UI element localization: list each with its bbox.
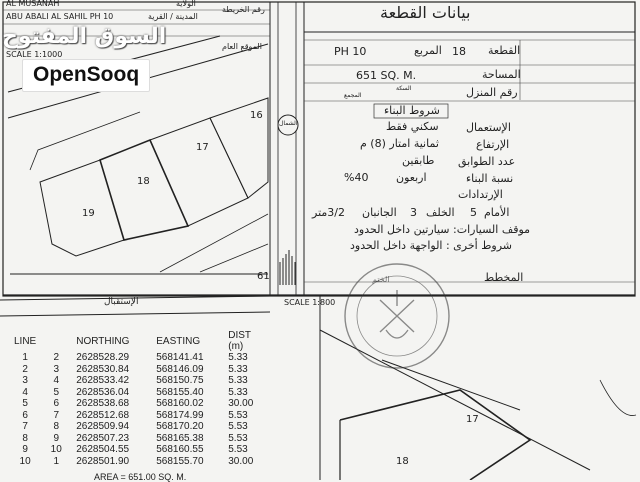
cell-distance: 30.00 [228, 455, 254, 467]
house-number-label: رقم المنزل [466, 86, 518, 99]
lot-19-label: 19 [82, 208, 95, 219]
square-label: المربع [414, 44, 442, 57]
cell-from: 6 [22, 409, 28, 421]
cell-distance: 5.53 [228, 432, 248, 444]
table-row [10, 433, 272, 445]
table-row [10, 352, 272, 364]
cell-northing: 2628530.84 [76, 363, 130, 375]
area-footer: AREA = 651.00 SQ. M. [94, 472, 187, 482]
village-label: المدينة / القرية [148, 12, 198, 21]
col-line-to [40, 330, 72, 352]
map-number-label: رقم الخريطة [222, 5, 265, 14]
cell-distance: 5.33 [228, 352, 248, 364]
cell-easting: 568150.75 [156, 375, 204, 387]
cell-from: 9 [22, 444, 28, 456]
cell-distance: 5.53 [228, 444, 248, 456]
cell-from: 3 [22, 375, 28, 387]
coordinates-table [10, 330, 272, 467]
general-location-label: الموقع العام [222, 42, 262, 51]
cell-to: 2 [53, 352, 60, 364]
ratio-words: اربعون [396, 171, 427, 184]
cell-from: 5 [22, 398, 28, 410]
cell-easting: 568174.99 [156, 409, 204, 421]
cell-northing: 2628512.68 [76, 409, 130, 421]
plot-value: 18 [452, 45, 466, 58]
cell-from: 8 [22, 432, 28, 444]
lot-17-lower-label: 17 [466, 414, 479, 425]
plot-label: القطعة [488, 44, 521, 57]
cell-to: 3 [53, 363, 60, 375]
cell-to: 1 [53, 455, 60, 467]
height-value: ثمانية امتار (8) م [360, 137, 439, 150]
cell-distance: 5.33 [228, 386, 248, 398]
cell-distance: 5.53 [228, 421, 248, 433]
cell-easting: 568170.20 [156, 421, 204, 433]
col-northing: NORTHING [76, 335, 130, 347]
cell-distance: 5.53 [228, 409, 248, 421]
cell-northing: 2628501.90 [76, 455, 130, 467]
setback-back-label: الخلف [426, 206, 455, 219]
complex-label: المجمع [344, 92, 362, 99]
parking-text: موقف السيارات: سيارتين داخل الحدود [354, 223, 531, 236]
cell-to: 10 [50, 444, 62, 456]
cell-to: 9 [53, 432, 60, 444]
setback-front-label: الأمام [484, 206, 510, 219]
plot-info-title: بيانات القطعة [380, 3, 471, 22]
ratio-value: %40 [344, 171, 369, 184]
wilayat-label: الولاية [176, 0, 196, 8]
setback-sides-value: 3/2متر [312, 206, 345, 219]
cell-easting: 568165.38 [156, 432, 204, 444]
cell-from: 7 [22, 421, 28, 433]
cell-northing: 2628533.42 [76, 375, 130, 387]
ratio-label: نسبة البناء [466, 172, 514, 185]
col-line: LINE [14, 335, 37, 347]
cell-to: 7 [53, 409, 60, 421]
lot-17-label: 17 [196, 142, 209, 153]
village-value: ABU ABALI AL SAHIL PH 10 [6, 12, 114, 21]
table-row [10, 421, 272, 433]
lot-18-label: 18 [137, 176, 150, 187]
col-distance: DIST (m) [228, 330, 251, 352]
street-label: السكة [396, 85, 412, 92]
cell-to: 6 [53, 398, 60, 410]
stamp-label: الختم [372, 275, 390, 284]
height-label: الإرتفاع [476, 138, 510, 151]
cell-northing: 2628507.23 [76, 432, 130, 444]
setback-front-value: 5 [470, 206, 477, 219]
square-value: PH 10 [334, 45, 367, 58]
cell-distance: 5.33 [228, 363, 248, 375]
lot-61-label: 61 [257, 271, 270, 282]
watermark-text: السوق المفتوح [2, 24, 167, 49]
lot-16-label: 16 [250, 110, 263, 121]
cell-northing: 2628538.68 [76, 398, 130, 410]
table-header-row [10, 330, 272, 352]
cell-from: 2 [22, 363, 28, 375]
cell-to: 4 [53, 375, 60, 387]
floors-value: طابقين [402, 154, 435, 167]
scale-left: SCALE 1:1000 [6, 50, 63, 59]
wilayat-value: AL MUSANAH [6, 0, 60, 8]
col-easting: EASTING [156, 335, 201, 347]
table-row [10, 444, 272, 456]
area-value: 651 SQ. M. [356, 69, 417, 82]
brand-logo: OpenSooq [22, 59, 150, 92]
cell-from: 10 [19, 455, 31, 467]
table-row [10, 456, 272, 468]
table-row [10, 398, 272, 410]
cell-to: 8 [53, 421, 60, 433]
area-label: المساحة [482, 68, 521, 81]
cell-distance: 30.00 [228, 398, 254, 410]
planner-label: المخطط [484, 271, 524, 284]
floors-label: عدد الطوابق [458, 155, 516, 168]
lower-road-label: الإستقبال [104, 297, 139, 307]
setback-sides-label: الجانبان [362, 206, 397, 219]
cell-easting: 568146.09 [156, 363, 204, 375]
cell-easting: 568160.02 [156, 398, 204, 410]
use-label: الإستعمال [466, 121, 511, 134]
other-conditions-text: شروط أخرى : الواجهة داخل الحدود [350, 239, 512, 252]
table-row [10, 375, 272, 387]
official-stamp-icon [345, 264, 449, 368]
cell-northing: 2628504.55 [76, 444, 130, 456]
cell-easting: 568155.40 [156, 386, 204, 398]
cell-northing: 2628528.29 [76, 352, 130, 364]
table-row [10, 387, 272, 399]
building-conditions-title: شروط البناء [384, 104, 440, 117]
cell-from: 1 [22, 352, 28, 364]
lot-18-lower-label: 18 [396, 456, 409, 467]
table-row [10, 364, 272, 376]
cell-distance: 5.33 [228, 375, 248, 387]
scale-right: SCALE 1:800 [284, 298, 336, 307]
use-value: سكني فقط [386, 120, 439, 133]
cell-northing: 2628536.04 [76, 386, 130, 398]
north-label: الشمال [279, 120, 298, 127]
cell-easting: 568141.41 [156, 352, 204, 364]
setback-back-value: 3 [410, 206, 417, 219]
cell-northing: 2628509.94 [76, 421, 130, 433]
setbacks-label: الإرتدادات [458, 188, 503, 201]
cell-from: 4 [22, 386, 28, 398]
cell-easting: 568160.55 [156, 444, 204, 456]
table-row [10, 410, 272, 422]
cell-to: 5 [53, 386, 60, 398]
cell-easting: 568155.70 [156, 455, 204, 467]
